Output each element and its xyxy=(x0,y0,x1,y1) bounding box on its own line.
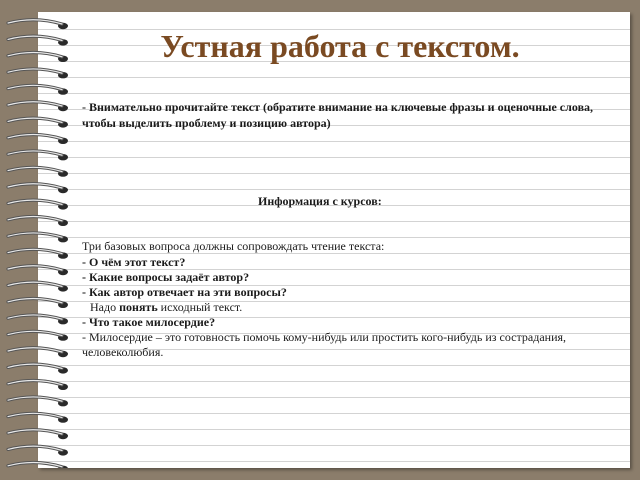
spiral-ring xyxy=(8,167,68,176)
spiral-ring xyxy=(8,397,68,406)
spiral-binding xyxy=(0,12,90,468)
spiral-ring xyxy=(8,135,68,144)
spiral-ring xyxy=(8,217,68,226)
spiral-ring xyxy=(8,151,68,160)
question-1: - О чём этот текст? xyxy=(82,255,186,269)
question-2: - Какие вопросы задаёт автор? xyxy=(82,270,250,284)
spiral-ring xyxy=(8,364,68,373)
note-bold: понять xyxy=(119,300,158,314)
spiral-ring xyxy=(8,315,68,324)
note-text xyxy=(90,300,626,315)
spiral-ring xyxy=(8,233,68,242)
mercy-answer-line2: человеколюбия. xyxy=(82,345,164,359)
mercy-question: - Что такое милосердие? xyxy=(82,315,216,329)
intro-text: Три базовых вопроса должны сопровождать чтение текста: xyxy=(82,239,385,253)
slide-title: Устная работа с текстом. xyxy=(160,28,520,64)
spiral-ring xyxy=(8,69,68,78)
spiral-ring xyxy=(8,430,68,439)
mercy-answer-line1: - Милосердие – это готовность помочь кому-нибудь или простить кого-нибудь из сострадания, xyxy=(82,330,567,344)
spiral-ring xyxy=(8,282,68,291)
spiral-ring xyxy=(8,184,68,193)
note-suffix: исходный текст. xyxy=(157,300,243,314)
note-prefix: Надо xyxy=(90,300,120,314)
spiral-ring xyxy=(8,331,68,340)
spiral-ring xyxy=(8,85,68,94)
spiral-ring xyxy=(8,413,68,422)
spiral-ring xyxy=(8,266,68,275)
info-heading: Информация с курсов: xyxy=(258,194,382,208)
spiral-ring xyxy=(8,102,68,111)
spiral-ring xyxy=(8,299,68,308)
spiral-ring xyxy=(8,348,68,357)
spiral-ring xyxy=(8,381,68,390)
question-3: - Как автор отвечает на эти вопросы? xyxy=(82,285,287,299)
spiral-ring xyxy=(8,118,68,127)
spiral-ring xyxy=(8,463,68,468)
instruction-text: - Внимательно прочитайте текст (обратите внимание на ключевые фразы и оценочные слова, чтобы выделить проблему и позицию автора) xyxy=(82,100,594,130)
spiral-ring xyxy=(8,446,68,455)
spiral-ring xyxy=(8,200,68,209)
spiral-ring xyxy=(8,249,68,258)
